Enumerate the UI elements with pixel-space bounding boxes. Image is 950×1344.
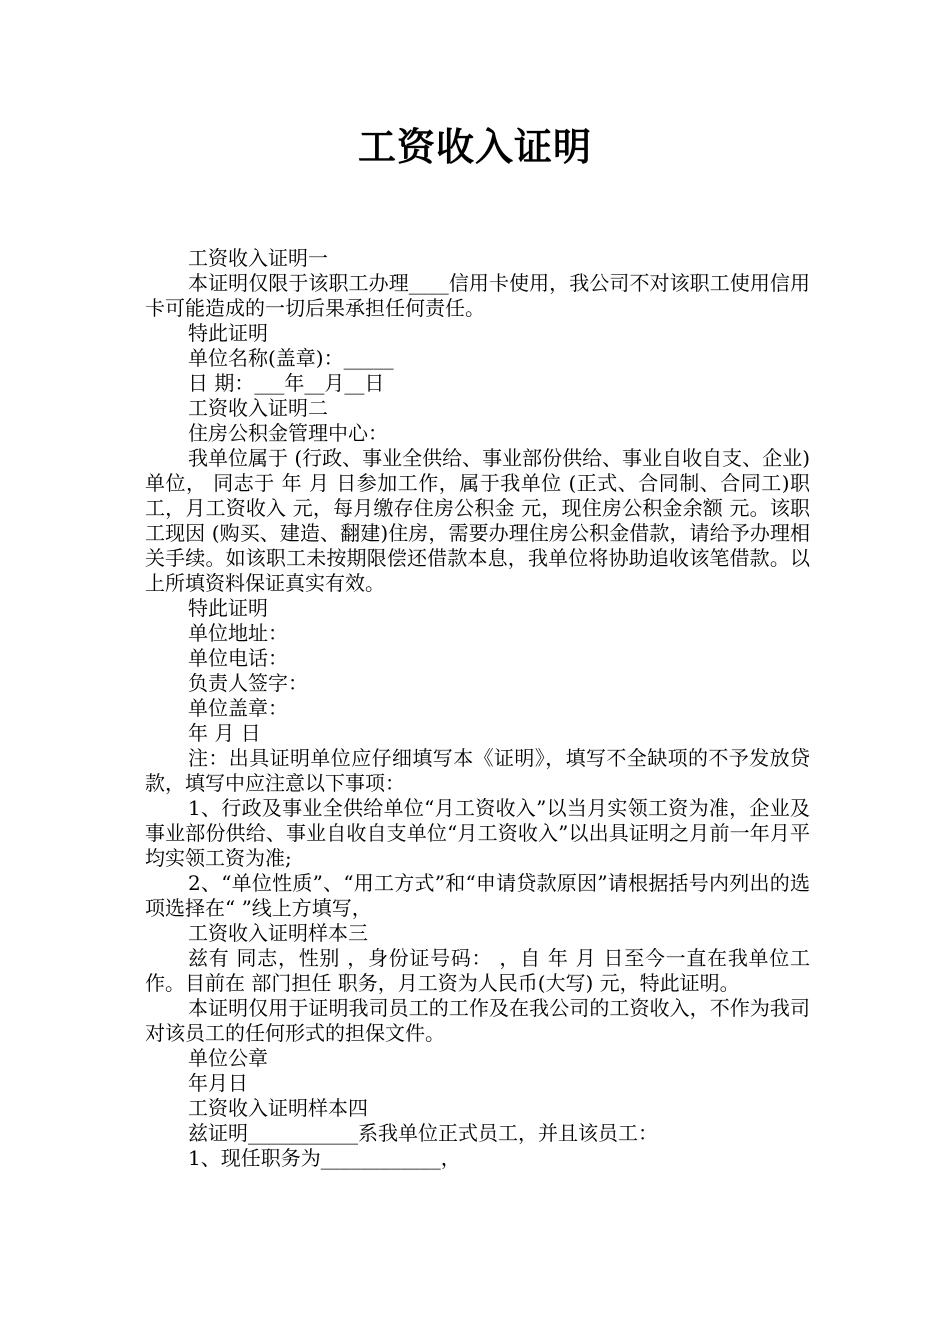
paragraph: 年月日 bbox=[188, 1071, 248, 1095]
paragraph: 2、“单位性质”、“用工方式”和“申请贷款原因”请根据括号内列出的选项选择在“ ”线上方填写， bbox=[145, 871, 810, 920]
paragraph: 兹证明___________系我单位正式员工，并且该员工： bbox=[188, 1121, 658, 1145]
paragraph: 住房公积金管理中心： bbox=[188, 421, 388, 445]
document-body bbox=[145, 246, 810, 1171]
paragraph: 工资收入证明样本四 bbox=[188, 1096, 368, 1120]
paragraph: 工资收入证明一 bbox=[188, 246, 328, 270]
paragraph: 兹有 同志，性别 ，身份证号码： ，自 年 月 日至今一直在我单位工作。目前在 部门担任 职务，月工资为人民币(大写) 元，特此证明。 bbox=[145, 946, 810, 995]
paragraph: 单位公章 bbox=[188, 1046, 268, 1070]
paragraph: 我单位属于 (行政、事业全供给、事业部份供给、事业自收自支、企业)单位， 同志于 年 月 日参加工作，属于我单位 (正式、合同制、合同工)职工，月工资收入 元，每月缴存住房公积金 元，现住房公积金余额 元。该职工现因 (购买、建造、翻建)住房，需要办理住房公积金借款，请给予办理相关手续。如该职工未按期限偿还借款本息，我单位将协助追收该笔借款。以上所填资料保证真实有效。 bbox=[145, 446, 810, 595]
paragraph: 工资收入证明二 bbox=[188, 396, 328, 420]
paragraph: 特此证明 bbox=[188, 596, 268, 620]
paragraph: 负责人签字： bbox=[188, 671, 308, 695]
paragraph: 本证明仅限于该职工办理____信用卡使用，我公司不对该职工使用信用卡可能造成的一切后果承担任何责任。 bbox=[145, 271, 810, 320]
paragraph: 1、现任职务为____________， bbox=[188, 1146, 461, 1170]
paragraph: 特此证明 bbox=[188, 321, 268, 345]
paragraph: 1、行政及事业全供给单位“月工资收入”以当月实领工资为准，企业及事业部份供给、事业自收自支单位“月工资收入”以出具证明之月前一年月平均实领工资为准; bbox=[145, 796, 810, 870]
paragraph: 本证明仅用于证明我司员工的工作及在我公司的工资收入，不作为我司对该员工的任何形式的担保文件。 bbox=[145, 996, 810, 1045]
paragraph: 单位地址： bbox=[188, 621, 288, 645]
paragraph: 工资收入证明样本三 bbox=[188, 921, 368, 945]
paragraph: 单位名称(盖章)：_____ bbox=[188, 346, 394, 370]
document-title: 工资收入证明 bbox=[357, 125, 592, 169]
paragraph: 单位电话： bbox=[188, 646, 288, 670]
paragraph: 年 月 日 bbox=[188, 721, 261, 745]
paragraph: 日 期：___年__月__日 bbox=[188, 371, 385, 395]
paragraph: 注：出具证明单位应仔细填写本《证明》，填写不全缺项的不予发放贷款，填写中应注意以下事项： bbox=[145, 746, 810, 795]
paragraph: 单位盖章： bbox=[188, 696, 288, 720]
